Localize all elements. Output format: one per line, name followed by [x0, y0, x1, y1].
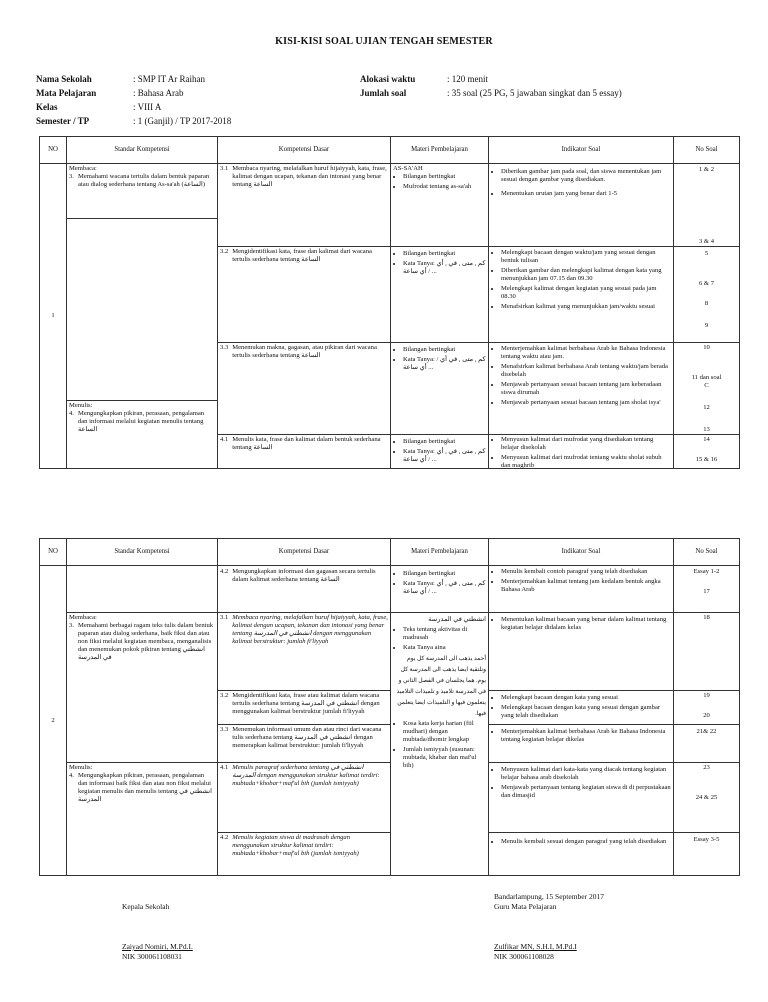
indikator-item: • Melengkapi kalimat dengan kegiatan yang sesuai pada jam 08.30: [501, 285, 671, 301]
nosoal-item: 15 & 16: [695, 456, 718, 463]
materi-item: • Mufrodat tentang as-sa'ah: [403, 183, 486, 191]
materi-arabic-head: انشطتي في المدرسة: [428, 616, 486, 623]
materi-block: [393, 250, 486, 278]
indikator-item: • Menjawab pertanyaan tentang kegiatan siswa di di perpustakaan dan dimasjid: [501, 784, 671, 800]
indikator-item: • Menyusun kalimat dari mufrodat yang disediakan tentang belajar disekolah: [501, 436, 671, 452]
indikator-block: [491, 436, 671, 472]
sk-num: 3.: [69, 173, 74, 180]
kd-num: 3.3: [220, 344, 229, 351]
materi-item: • Bilangan bertingkat: [403, 173, 486, 181]
sk-cell: [67, 566, 218, 876]
kd-item: [220, 568, 388, 584]
nosoal-item: Essay 1-2: [693, 568, 720, 575]
indikator-item: • Menyusun kalimat dari kata-kata yang diacak tentang kegiatan belajar bahasa arab disekolah: [501, 766, 671, 782]
header-sk: Standar Kompetensi: [67, 137, 218, 164]
header-kd: Kompetensi Dasar: [218, 539, 391, 566]
sk-label: Membaca:: [69, 614, 97, 621]
materi-item: • Kata Tanya: كم , متى , في أي / أي ساعة ...: [403, 356, 486, 372]
sk-block: [69, 402, 215, 434]
materi-block: [393, 346, 486, 374]
indikator-item: • Menjawab pertanyaan sesuai bacaan tentang jam keberadaan siswa dirumah: [501, 381, 671, 397]
teacher-name: Zulfikar MN, S.H.I, M.Pd.I: [494, 942, 577, 951]
nosoal-item: 12: [703, 404, 710, 411]
kd-item: [220, 614, 388, 646]
indikator-item: • Melengkapi bacaan dengan waktu/jam yang sesuai dengan bentuk tulisan: [501, 249, 671, 265]
meta-label: Kelas: [36, 102, 58, 112]
indikator-item: • Menyusun kalimat dari mufrodat tentang waktu sholat subuh dan maghrib: [501, 454, 671, 470]
meta-right-values: [447, 72, 622, 100]
kd-item: [220, 344, 388, 360]
materi-head: AS-SA'AH: [393, 165, 423, 172]
meta-value: : Bahasa Arab: [133, 88, 184, 98]
kd-cell: [218, 566, 391, 876]
materi-item: • Kata Tanya: كم , متى , في , أي / أي ساعة ...: [403, 580, 486, 596]
indikator-cell: [489, 164, 674, 469]
principal-name: Zaiyad Nomiri, M.Pd.I.: [122, 942, 193, 951]
kd-text: Membaca nyaring, melafalkan huruf hijaiyyah, kata, frase, kalimat dengan ucapan, tekanan dan intonasi yang benar tentang انشطتي في المدرسة dengan menggunakan kalimat berstruktur: jumlah fi'liyyah: [232, 614, 388, 645]
indikator-block: [491, 766, 671, 802]
place-date: Bandarlampung, 15 September 2017: [494, 892, 604, 901]
header-sk: Standar Kompetensi: [67, 539, 218, 566]
sk-num: 4.: [69, 772, 74, 779]
materi-item: • Bilangan bertingkat: [403, 346, 486, 354]
kd-text: Menulis kegiatan siswa di madrasah dengan menggunakan struktur kalimat terdiri: mubtada+khobar+maf'ul bih (jumlah ismiyyah): [232, 834, 359, 857]
sk-text: Mengungkapkan pikiran, perasaan, pengalaman dan informasi baik fiksi dan atau non fiksi melalui kegiatan menulis dan menulis tentang انشطتي في المدرسة: [77, 772, 212, 803]
nosoal-cell: [674, 566, 740, 876]
materi-item: • Bilangan bertingkat: [403, 570, 486, 578]
meta-value: : 1 (Ganjil) / TP 2017-2018: [133, 116, 232, 126]
header-materi: Materi Pembelajaran: [391, 539, 489, 566]
nosoal-item: 23: [703, 764, 710, 771]
indikator-block: [491, 249, 671, 313]
nosoal-item: 21& 22: [696, 728, 717, 735]
kd-cell: [218, 164, 391, 469]
materi-item: • Jumlah ismiyyah (susunan: mubtada, khabar dan maf'ul bih): [403, 746, 486, 770]
kd-item: [220, 436, 388, 452]
indikator-item: • Menulis kembali contoh paragraf yang telah disediakan: [501, 568, 671, 576]
kd-text: Menemukan makna, gagasan, atau pikiran dari wacana tertulis sederhana tentang الساعة: [232, 344, 377, 359]
teacher-nik: NIK 300061108028: [494, 952, 554, 961]
kd-text: Menulis kata, frase dan kalimat dalam bentuk sederhana tentang الساعة: [232, 436, 381, 451]
materi-item: • Kata Tanya aina: [403, 644, 486, 652]
meta-label: Semester / TP: [36, 116, 90, 126]
indikator-item: • Diberikan gambar dan melengkapi kalimat dengan kata yang menunjukkan jam 07.15 dan 09.30: [501, 267, 671, 283]
indikator-cell: [489, 566, 674, 876]
nosoal-item: 18: [703, 614, 710, 621]
indikator-item: • Menjawab pertanyaan sesuai bacaan tentang jam sholat isya': [501, 399, 671, 407]
kd-item: [220, 764, 388, 788]
indikator-block: [491, 616, 671, 634]
principal-role: Kepala Sekolah: [122, 902, 170, 911]
sk-cell: [67, 164, 218, 469]
materi-arabic-text: أحمد يذهب الى المدرسة كل يوم ونلتقية ايضا يذهب الى المدرسة كل يوم. هما يجلسان في الفصل الثاني و في المدرسة تلاميذ و تلميذات التلاميذ يتعلمون فيها و التلميذات ايضا يتعلمن فيها.: [396, 656, 486, 717]
header-nosoal: No Soal: [674, 539, 740, 566]
kd-text: Menemukan informasi umum dan atau rinci dari wacana tulis sederhana tentang انشطتي في المدرسة dengan memerapkan kalimat berstruktur: jumlah fi'liyyah: [232, 726, 382, 749]
sk-label: Menulis:: [69, 402, 93, 409]
materi-block: [393, 616, 486, 772]
indikator-block: [491, 838, 671, 848]
indikator-item: • Menentukan kalimat bacaan yang benar dalam kalimat tentang kegiatan belajar didalam kelas: [501, 616, 671, 632]
kisi-table-2: [39, 538, 740, 876]
indikator-item: • Menafsirkan kalimat yang menunjukkan jam/waktu sesuai: [501, 303, 671, 311]
materi-item: • Kosa kata kerja harian (fiil mudhari) dengan mubtada/dhomir lengkap: [403, 720, 486, 744]
meta-left-values: [133, 72, 231, 128]
kd-text: Membaca nyaring, melafalkan huruf hijaiyyah, kata, frase, kalimat dengan ucapan, tekanan dan intonasi yang benar tentang الساعة: [232, 165, 387, 188]
kd-num: 3.2: [220, 692, 229, 699]
sk-block: [69, 614, 215, 662]
meta-value: : SMP IT Ar Raihan: [133, 74, 206, 84]
document-title: KISI-KISI SOAL UJIAN TENGAH SEMESTER: [275, 36, 493, 47]
meta-label: Mata Pelajaran: [36, 88, 97, 98]
materi-cell: [391, 566, 489, 876]
sk-block: [69, 165, 215, 189]
meta-value: : 35 soal (25 PG, 5 jawaban singkat dan 5 essay): [447, 88, 622, 98]
indikator-item: • Diberikan gambar jam pada soal, dan siswa menentukan jam sesuai dengan gambar yang disediakan.: [501, 168, 671, 184]
kd-num: 4.1: [220, 764, 229, 771]
indikator-item: • Melengkapi bacaan dengan kata yang sesuai: [501, 694, 671, 702]
header-materi: Materi Pembelajaran: [391, 137, 489, 164]
meta-label: Nama Sekolah: [36, 74, 92, 84]
indikator-item: • Menterjemahkan kalimat berbahasa Arab ke Bahasa Indonesia tentang waktu atau jam.: [501, 345, 671, 361]
kd-num: 3.3: [220, 726, 229, 733]
kd-num: 3.2: [220, 248, 229, 255]
header-no: NO: [40, 539, 67, 566]
indikator-block: [491, 168, 671, 200]
indikator-item: • Menafsirkan kalimat berbahasa Arab tentang waktu/jam berada disebelah: [501, 363, 671, 379]
nosoal-item: 10: [703, 344, 710, 351]
indikator-item: • Menentukan urutan jam yang benar dari 1-5: [501, 190, 671, 198]
kd-item: [220, 692, 388, 716]
indikator-block: [491, 345, 671, 409]
nosoal-item: 9: [704, 322, 709, 329]
nosoal-item: 5: [704, 250, 709, 257]
teacher-role: Guru Mata Pelajaran: [494, 902, 557, 911]
meta-label: Jumlah soal: [360, 88, 407, 98]
sk-num: 3.: [69, 622, 74, 629]
materi-item: • Bilangan bertingkat: [403, 250, 486, 258]
kd-num: 3.1: [220, 614, 229, 621]
sk-block: [69, 764, 215, 804]
header-kd: Kompetensi Dasar: [218, 137, 391, 164]
header-indikator: Indikator Soal: [489, 539, 674, 566]
sk-label: Membaca:: [69, 165, 97, 172]
row-number: 2: [40, 566, 67, 876]
nosoal-item: 14: [703, 436, 710, 443]
kd-text: Mengungkapkan informasi dan gagasan secara tertulis dalam kalimat sederhana tentang الساعة: [232, 568, 376, 583]
materi-block: [393, 438, 486, 466]
meta-value: : 120 menit: [447, 74, 488, 84]
sk-text: Memahami berbagai ragam teks tulis dalam bentuk paparan atau dialog sederhana, baik fiksi dan atau non fiksi melalui kegiatan membaca, menganalisis dan menemukan pokok pikiran tentang انشطتي في المدرسة: [77, 622, 214, 661]
nosoal-cell: [674, 164, 740, 469]
materi-block: [393, 165, 486, 193]
kd-item: [220, 726, 388, 750]
sk-text: Mengungkapkan pikiran, perasaan, pengalaman dan informasi melalui kegiatan menulis tentang الساعة: [77, 410, 205, 433]
nosoal-item: 13: [703, 426, 710, 433]
nosoal-item: 17: [703, 588, 710, 595]
sk-text: Memahami wacana tertulis dalam bentuk paparan atau dialog sederhana tentang As-sa'ah (الساعة): [77, 173, 210, 188]
row-number: 1: [40, 164, 67, 469]
materi-item: • Bilangan bertingkat: [403, 438, 486, 446]
nosoal-item: 20: [703, 712, 710, 719]
indikator-item: • Menterjemahkan kalimat tentang jam kedalam bentuk angka Bahasa Arab: [501, 578, 671, 594]
kisi-table-1: [39, 136, 740, 469]
materi-cell: [391, 164, 489, 469]
kd-num: 4.2: [220, 834, 229, 841]
kd-num: 4.2: [220, 568, 229, 575]
nosoal-item: Essay 3-5: [693, 836, 720, 843]
kd-num: 3.1: [220, 165, 229, 172]
indikator-block: [491, 694, 671, 722]
nosoal-item: 8: [704, 300, 709, 307]
kd-text: Mengidentifikasi kata, frase dan kalimat dari wacana tertulis sederhana tentang الساعة: [232, 248, 372, 263]
sk-num: 4.: [69, 410, 74, 417]
meta-value: : VIII A: [133, 102, 162, 112]
indikator-item: • Menulis kembali sesuai dengan paragraf yang telah disediakan: [501, 838, 671, 846]
nosoal-item: 6 & 7: [698, 280, 715, 287]
indikator-item: • Menterjemahkan kalimat berbahasa Arab ke Bahasa Indonesia tentang kegiatan belajar dikelas: [501, 728, 671, 744]
meta-label: Alokasi waktu: [360, 74, 416, 84]
header-indikator: Indikator Soal: [489, 137, 674, 164]
nosoal-item: 1 & 2: [698, 166, 715, 173]
indikator-item: • Melengkapi bacaan dengan kata yang sesuai dengan gambar yang telah disediakan: [501, 704, 671, 720]
meta-right: [360, 72, 415, 100]
meta-left: [36, 72, 96, 128]
kd-text: Mengidentifikasi kata, frase atau kalimat dalam wacana tertulis sederhana tentang انشطتي في المدرسة dengan menggunakan kalimat berstruktur jumlah fi'liyyah: [232, 692, 380, 715]
materi-item: • Kata Tanya: كم , متى , في , أي / أي ساعة ...: [403, 448, 486, 464]
kd-item: [220, 248, 388, 264]
kd-num: 4.1: [220, 436, 229, 443]
materi-item: • Kata Tanya: كم , متى , في , أي / أي ساعة ...: [403, 260, 486, 276]
kd-item: [220, 834, 388, 858]
kd-item: [220, 165, 388, 189]
nosoal-item: 24 & 25: [695, 794, 718, 801]
principal-nik: NIK 300061108031: [122, 952, 182, 961]
materi-item: • Teks tentang aktivitas di madrasah: [403, 626, 486, 642]
indikator-block: [491, 568, 671, 596]
sk-label: Menulis:: [69, 764, 93, 771]
header-nosoal: No Soal: [674, 137, 740, 164]
nosoal-item: 19: [703, 692, 710, 699]
indikator-block: [491, 728, 671, 746]
materi-block: [393, 570, 486, 598]
nosoal-item: 3 & 4: [698, 238, 715, 245]
nosoal-item: 11 dan soal C: [691, 374, 722, 389]
header-no: NO: [40, 137, 67, 164]
kd-text: Menulis paragraf sederhana tentang انشطتي في المدرسة dengan menggunakan struktur kalimat terdiri: mubtada+khobar+maf'ul bih (jumlah ismiyyah): [232, 764, 380, 787]
